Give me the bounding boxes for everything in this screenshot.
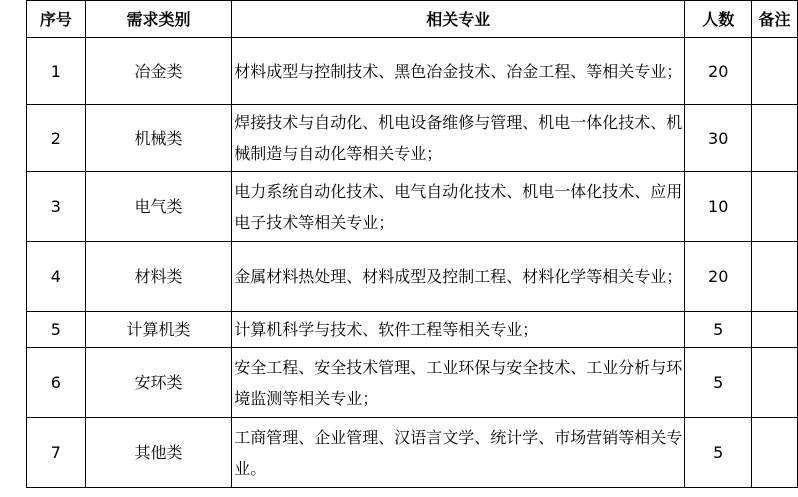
row-category: 电气类 xyxy=(85,172,231,242)
row-remark xyxy=(752,348,798,418)
row-major: 电力系统自动化技术、电气自动化技术、机电一体化技术、应用电子技术等相关专业； xyxy=(232,172,685,242)
table-row xyxy=(27,418,798,488)
table-row xyxy=(27,242,798,312)
row-index: 4 xyxy=(27,242,86,312)
header-major: 相关专业 xyxy=(232,1,685,38)
row-index: 2 xyxy=(27,105,86,172)
row-remark xyxy=(752,38,798,105)
row-major: 安全工程、安全技术管理、工业环保与安全技术、工业分析与环境监测等相关专业； xyxy=(232,348,685,418)
row-remark xyxy=(752,172,798,242)
row-major: 焊接技术与自动化、机电设备维修与管理、机电一体化技术、机械制造与自动化等相关专业； xyxy=(232,105,685,172)
row-remark xyxy=(752,105,798,172)
row-count: 20 xyxy=(685,38,752,105)
table-row xyxy=(27,312,798,348)
row-index: 5 xyxy=(27,312,86,348)
row-category: 机械类 xyxy=(85,105,231,172)
row-count: 5 xyxy=(685,418,752,488)
table-header-row xyxy=(27,1,798,38)
row-count: 10 xyxy=(685,172,752,242)
table-row xyxy=(27,348,798,418)
row-major: 金属材料热处理、材料成型及控制工程、材料化学等相关专业； xyxy=(232,242,685,312)
table-row xyxy=(27,38,798,105)
table-row xyxy=(27,105,798,172)
row-count: 20 xyxy=(685,242,752,312)
row-category: 其他类 xyxy=(85,418,231,488)
row-category: 安环类 xyxy=(85,348,231,418)
row-category: 材料类 xyxy=(85,242,231,312)
header-count: 人数 xyxy=(685,1,752,38)
row-remark xyxy=(752,418,798,488)
header-remark: 备注 xyxy=(752,1,798,38)
row-count: 5 xyxy=(685,348,752,418)
row-index: 1 xyxy=(27,38,86,105)
row-index: 3 xyxy=(27,172,86,242)
row-remark xyxy=(752,312,798,348)
row-count: 5 xyxy=(685,312,752,348)
table-row xyxy=(27,172,798,242)
row-index: 6 xyxy=(27,348,86,418)
header-index: 序号 xyxy=(27,1,86,38)
row-major: 计算机科学与技术、软件工程等相关专业； xyxy=(232,312,685,348)
row-count: 30 xyxy=(685,105,752,172)
row-remark xyxy=(752,242,798,312)
row-index: 7 xyxy=(27,418,86,488)
row-major: 材料成型与控制技术、黑色冶金技术、冶金工程、等相关专业； xyxy=(232,38,685,105)
header-category: 需求类别 xyxy=(85,1,231,38)
requirements-table xyxy=(26,0,798,488)
row-category: 冶金类 xyxy=(85,38,231,105)
row-category: 计算机类 xyxy=(85,312,231,348)
row-major: 工商管理、企业管理、汉语言文学、统计学、市场营销等相关专业。 xyxy=(232,418,685,488)
